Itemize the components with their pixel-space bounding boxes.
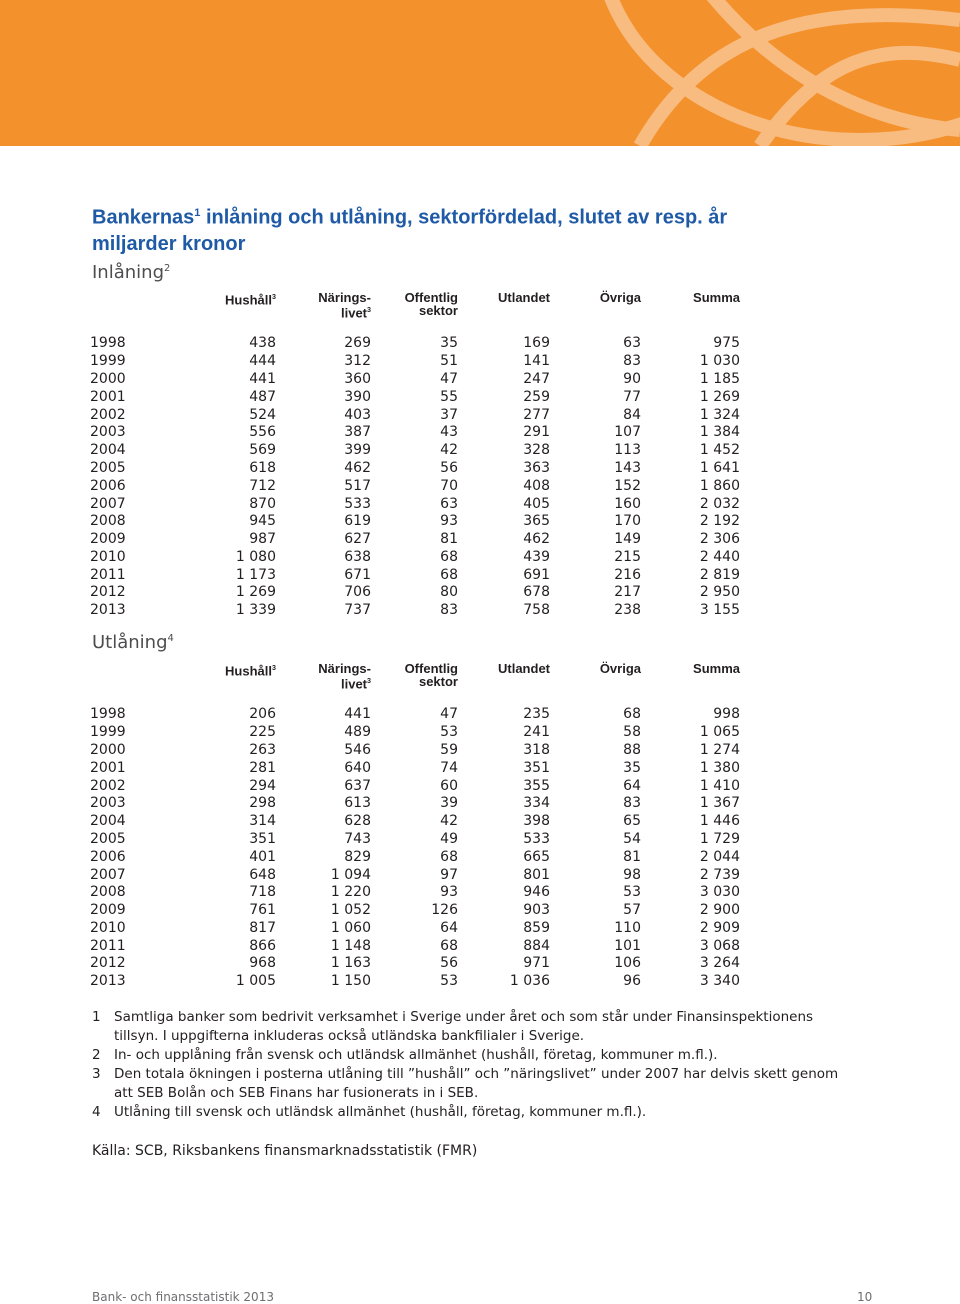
value-cell: 238 — [614, 602, 641, 619]
table-row — [90, 549, 740, 567]
value-cell: 3 068 — [699, 937, 740, 954]
value-cell: 263 — [249, 741, 276, 758]
table-header-row — [90, 291, 740, 335]
value-cell: 355 — [523, 777, 550, 794]
value-cell: 113 — [614, 442, 641, 459]
col-ovriga: Övriga — [599, 661, 641, 676]
table-row — [90, 920, 740, 938]
value-cell: 216 — [614, 566, 641, 583]
value-cell: 3 155 — [699, 602, 740, 619]
table-row — [90, 706, 740, 724]
value-cell: 235 — [523, 706, 550, 723]
value-cell: 971 — [523, 955, 550, 972]
value-cell: 405 — [523, 495, 550, 512]
value-cell: 533 — [523, 830, 550, 847]
value-cell: 281 — [249, 759, 276, 776]
year-cell: 2011 — [90, 566, 126, 583]
value-cell: 946 — [523, 884, 550, 901]
value-cell: 37 — [440, 406, 458, 423]
value-cell: 2 032 — [699, 495, 740, 512]
table-row — [90, 567, 740, 585]
value-cell: 462 — [344, 459, 371, 476]
table-row — [90, 867, 740, 885]
value-cell: 987 — [249, 531, 276, 548]
value-cell: 462 — [523, 531, 550, 548]
value-cell: 691 — [523, 566, 550, 583]
year-cell: 2006 — [90, 477, 126, 494]
year-cell: 2004 — [90, 442, 126, 459]
table-row — [90, 778, 740, 796]
year-cell: 1999 — [90, 724, 126, 741]
inlaning-body — [90, 335, 740, 620]
value-cell: 489 — [344, 724, 371, 741]
value-cell: 63 — [440, 495, 458, 512]
value-cell: 1 005 — [235, 973, 276, 990]
table-header-row — [90, 662, 740, 706]
col-naringslivet: Närings- livet$^3$ — [318, 290, 371, 321]
value-cell: 1 367 — [699, 795, 740, 812]
value-cell: 438 — [249, 335, 276, 352]
value-cell: 83 — [440, 602, 458, 619]
value-cell: 637 — [344, 777, 371, 794]
value-cell: 96 — [623, 973, 641, 990]
table-row — [90, 371, 740, 389]
value-cell: 1 185 — [699, 370, 740, 387]
value-cell: 648 — [249, 866, 276, 883]
value-cell: 298 — [249, 795, 276, 812]
year-cell: 2001 — [90, 759, 126, 776]
table-row — [90, 973, 740, 991]
value-cell: 1 274 — [699, 741, 740, 758]
value-cell: 968 — [249, 955, 276, 972]
value-cell: 68 — [623, 706, 641, 723]
footer-publication: Bank- och finansstatistik 2013 — [92, 1290, 274, 1304]
value-cell: 439 — [523, 548, 550, 565]
value-cell: 998 — [713, 706, 740, 723]
year-cell: 2010 — [90, 548, 126, 565]
value-cell: 866 — [249, 937, 276, 954]
value-cell: 63 — [623, 335, 641, 352]
year-cell: 2010 — [90, 919, 126, 936]
value-cell: 60 — [440, 777, 458, 794]
year-cell: 2008 — [90, 513, 126, 530]
value-cell: 628 — [344, 813, 371, 830]
value-cell: 97 — [440, 866, 458, 883]
value-cell: 54 — [623, 830, 641, 847]
utlaning-table — [90, 662, 740, 991]
value-cell: 524 — [249, 406, 276, 423]
table-row — [90, 335, 740, 353]
value-cell: 277 — [523, 406, 550, 423]
value-cell: 64 — [623, 777, 641, 794]
year-cell: 1998 — [90, 706, 126, 723]
col-offentlig: Offentlig sektor — [404, 290, 458, 318]
value-cell: 1 220 — [330, 884, 371, 901]
value-cell: 126 — [431, 902, 458, 919]
value-cell: 1 339 — [235, 602, 276, 619]
value-cell: 259 — [523, 388, 550, 405]
table-row — [90, 460, 740, 478]
table-row — [90, 353, 740, 371]
value-cell: 59 — [440, 741, 458, 758]
value-cell: 638 — [344, 548, 371, 565]
value-cell: 859 — [523, 919, 550, 936]
value-cell: 269 — [344, 335, 371, 352]
value-cell: 1 065 — [699, 724, 740, 741]
value-cell: 1 269 — [699, 388, 740, 405]
value-cell: 101 — [614, 937, 641, 954]
value-cell: 1 052 — [330, 902, 371, 919]
value-cell: 1 729 — [699, 830, 740, 847]
value-cell: 83 — [623, 795, 641, 812]
value-cell: 3 264 — [699, 955, 740, 972]
value-cell: 387 — [344, 424, 371, 441]
value-cell: 1 452 — [699, 442, 740, 459]
footnote: 3 Den totala ökningen i posterna utlåning till ”hushåll” och ”näringslivet” under 2007 har delvis skett genom att SEB Bolån och SEB Finans har fusionerats in i SEB. — [92, 1066, 839, 1101]
year-cell: 2013 — [90, 602, 126, 619]
col-naringslivet: Närings- livet$^3$ — [318, 661, 371, 692]
value-cell: 291 — [523, 424, 550, 441]
page-title: Bankernas$^1$ inlåning och utlåning, sektorfördelad, slutet av resp. år miljarder kronor — [92, 206, 728, 255]
value-cell: 640 — [344, 759, 371, 776]
value-cell: 160 — [614, 495, 641, 512]
table-row — [90, 760, 740, 778]
year-cell: 2012 — [90, 955, 126, 972]
value-cell: 169 — [523, 335, 550, 352]
year-cell: 2005 — [90, 830, 126, 847]
value-cell: 225 — [249, 724, 276, 741]
table-row — [90, 602, 740, 620]
value-cell: 618 — [249, 459, 276, 476]
year-cell: 1999 — [90, 353, 126, 370]
value-cell: 47 — [440, 706, 458, 723]
value-cell: 110 — [614, 919, 641, 936]
globe-decoration — [0, 0, 960, 146]
value-cell: 334 — [523, 795, 550, 812]
year-cell: 2012 — [90, 584, 126, 601]
table-row — [90, 389, 740, 407]
value-cell: 64 — [440, 919, 458, 936]
source-note: Källa: SCB, Riksbankens finansmarknadsstatistik (FMR) — [92, 1143, 478, 1159]
value-cell: 351 — [249, 830, 276, 847]
year-cell: 2009 — [90, 902, 126, 919]
year-cell: 2003 — [90, 795, 126, 812]
value-cell: 68 — [440, 848, 458, 865]
value-cell: 68 — [440, 937, 458, 954]
footnotes — [92, 1008, 852, 1122]
table-row — [90, 831, 740, 849]
value-cell: 328 — [523, 442, 550, 459]
value-cell: 2 440 — [699, 548, 740, 565]
value-cell: 241 — [523, 724, 550, 741]
value-cell: 93 — [440, 513, 458, 530]
value-cell: 975 — [713, 335, 740, 352]
value-cell: 743 — [344, 830, 371, 847]
value-cell: 546 — [344, 741, 371, 758]
value-cell: 98 — [623, 866, 641, 883]
value-cell: 569 — [249, 442, 276, 459]
value-cell: 403 — [344, 406, 371, 423]
year-cell: 2006 — [90, 848, 126, 865]
value-cell: 93 — [440, 884, 458, 901]
year-cell: 2002 — [90, 777, 126, 794]
value-cell: 80 — [440, 584, 458, 601]
value-cell: 884 — [523, 937, 550, 954]
value-cell: 441 — [249, 370, 276, 387]
value-cell: 678 — [523, 584, 550, 601]
value-cell: 360 — [344, 370, 371, 387]
year-cell: 2013 — [90, 973, 126, 990]
value-cell: 441 — [344, 706, 371, 723]
value-cell: 68 — [440, 548, 458, 565]
year-cell: 2007 — [90, 866, 126, 883]
value-cell: 152 — [614, 477, 641, 494]
value-cell: 408 — [523, 477, 550, 494]
year-cell: 2000 — [90, 741, 126, 758]
value-cell: 53 — [440, 724, 458, 741]
value-cell: 706 — [344, 584, 371, 601]
inlaning-table — [90, 291, 740, 620]
value-cell: 3 340 — [699, 973, 740, 990]
value-cell: 47 — [440, 370, 458, 387]
value-cell: 294 — [249, 777, 276, 794]
value-cell: 2 819 — [699, 566, 740, 583]
section-inlaning-heading: Inlåning$^2$ — [92, 262, 171, 283]
value-cell: 712 — [249, 477, 276, 494]
value-cell: 399 — [344, 442, 371, 459]
table-row — [90, 531, 740, 549]
table-row — [90, 584, 740, 602]
year-cell: 2000 — [90, 370, 126, 387]
value-cell: 444 — [249, 353, 276, 370]
value-cell: 318 — [523, 741, 550, 758]
value-cell: 1 060 — [330, 919, 371, 936]
table-row — [90, 902, 740, 920]
value-cell: 671 — [344, 566, 371, 583]
table-row — [90, 724, 740, 742]
table-row — [90, 424, 740, 442]
value-cell: 1 150 — [330, 973, 371, 990]
year-cell: 2011 — [90, 937, 126, 954]
value-cell: 1 163 — [330, 955, 371, 972]
value-cell: 533 — [344, 495, 371, 512]
year-cell: 2005 — [90, 459, 126, 476]
value-cell: 49 — [440, 830, 458, 847]
value-cell: 312 — [344, 353, 371, 370]
table-row — [90, 849, 740, 867]
value-cell: 737 — [344, 602, 371, 619]
year-cell: 2004 — [90, 813, 126, 830]
value-cell: 141 — [523, 353, 550, 370]
value-cell: 1 446 — [699, 813, 740, 830]
value-cell: 619 — [344, 513, 371, 530]
value-cell: 81 — [440, 531, 458, 548]
year-cell: 2009 — [90, 531, 126, 548]
value-cell: 365 — [523, 513, 550, 530]
value-cell: 42 — [440, 442, 458, 459]
utlaning-body — [90, 706, 740, 991]
value-cell: 1 148 — [330, 937, 371, 954]
value-cell: 1 269 — [235, 584, 276, 601]
table-row — [90, 955, 740, 973]
col-offentlig: Offentlig sektor — [404, 661, 458, 689]
col-utlandet: Utlandet — [498, 290, 550, 305]
value-cell: 206 — [249, 706, 276, 723]
value-cell: 2 900 — [699, 902, 740, 919]
value-cell: 627 — [344, 531, 371, 548]
value-cell: 1 036 — [509, 973, 550, 990]
footnote: 1 Samtliga banker som bedrivit verksamhet i Sverige under året och som står under Finansinspektionens tillsyn. I uppgifterna inkluderas också utländska bankfilialer i Sverige. — [92, 1009, 814, 1044]
value-cell: 39 — [440, 795, 458, 812]
value-cell: 829 — [344, 848, 371, 865]
value-cell: 77 — [623, 388, 641, 405]
value-cell: 1 173 — [235, 566, 276, 583]
value-cell: 817 — [249, 919, 276, 936]
col-utlandet: Utlandet — [498, 661, 550, 676]
col-ovriga: Övriga — [599, 290, 641, 305]
value-cell: 1 410 — [699, 777, 740, 794]
value-cell: 88 — [623, 741, 641, 758]
table-row — [90, 938, 740, 956]
year-cell: 2008 — [90, 884, 126, 901]
value-cell: 1 384 — [699, 424, 740, 441]
value-cell: 401 — [249, 848, 276, 865]
col-hushall: Hushåll$^3$ — [225, 292, 276, 308]
table-row — [90, 478, 740, 496]
value-cell: 42 — [440, 813, 458, 830]
value-cell: 1 324 — [699, 406, 740, 423]
value-cell: 53 — [623, 884, 641, 901]
table-row — [90, 407, 740, 425]
value-cell: 945 — [249, 513, 276, 530]
value-cell: 53 — [440, 973, 458, 990]
value-cell: 74 — [440, 759, 458, 776]
header-banner — [0, 0, 960, 146]
col-summa: Summa — [693, 290, 740, 305]
value-cell: 2 044 — [699, 848, 740, 865]
value-cell: 58 — [623, 724, 641, 741]
year-cell: 2007 — [90, 495, 126, 512]
value-cell: 1 860 — [699, 477, 740, 494]
value-cell: 314 — [249, 813, 276, 830]
value-cell: 761 — [249, 902, 276, 919]
value-cell: 517 — [344, 477, 371, 494]
year-cell: 1998 — [90, 335, 126, 352]
value-cell: 56 — [440, 955, 458, 972]
value-cell: 351 — [523, 759, 550, 776]
table-row — [90, 496, 740, 514]
value-cell: 81 — [623, 848, 641, 865]
value-cell: 398 — [523, 813, 550, 830]
col-hushall: Hushåll$^3$ — [225, 663, 276, 679]
value-cell: 83 — [623, 353, 641, 370]
value-cell: 43 — [440, 424, 458, 441]
value-cell: 363 — [523, 459, 550, 476]
value-cell: 870 — [249, 495, 276, 512]
value-cell: 107 — [614, 424, 641, 441]
value-cell: 665 — [523, 848, 550, 865]
value-cell: 106 — [614, 955, 641, 972]
value-cell: 2 739 — [699, 866, 740, 883]
value-cell: 758 — [523, 602, 550, 619]
table-row — [90, 742, 740, 760]
value-cell: 56 — [440, 459, 458, 476]
year-cell: 2003 — [90, 424, 126, 441]
table-row — [90, 513, 740, 531]
page-number: 10 — [857, 1290, 873, 1304]
value-cell: 2 909 — [699, 919, 740, 936]
value-cell: 801 — [523, 866, 550, 883]
value-cell: 215 — [614, 548, 641, 565]
value-cell: 149 — [614, 531, 641, 548]
value-cell: 217 — [614, 584, 641, 601]
value-cell: 487 — [249, 388, 276, 405]
table-row — [90, 795, 740, 813]
value-cell: 70 — [440, 477, 458, 494]
year-cell: 2002 — [90, 406, 126, 423]
value-cell: 1 030 — [699, 353, 740, 370]
value-cell: 1 080 — [235, 548, 276, 565]
table-row — [90, 884, 740, 902]
year-cell: 2001 — [90, 388, 126, 405]
section-utlaning-heading: Utlåning$^4$ — [92, 632, 174, 653]
table-row — [90, 442, 740, 460]
value-cell: 57 — [623, 902, 641, 919]
value-cell: 35 — [440, 335, 458, 352]
value-cell: 90 — [623, 370, 641, 387]
value-cell: 55 — [440, 388, 458, 405]
value-cell: 718 — [249, 884, 276, 901]
value-cell: 613 — [344, 795, 371, 812]
value-cell: 2 192 — [699, 513, 740, 530]
value-cell: 35 — [623, 759, 641, 776]
value-cell: 1 380 — [699, 759, 740, 776]
value-cell: 143 — [614, 459, 641, 476]
value-cell: 51 — [440, 353, 458, 370]
table-row — [90, 813, 740, 831]
value-cell: 556 — [249, 424, 276, 441]
value-cell: 1 094 — [330, 866, 371, 883]
value-cell: 170 — [614, 513, 641, 530]
value-cell: 247 — [523, 370, 550, 387]
value-cell: 1 641 — [699, 459, 740, 476]
footnote: 2 In- och upplåning från svensk och utländsk allmänhet (hushåll, företag, kommuner m.fl.). — [92, 1047, 718, 1063]
value-cell: 65 — [623, 813, 641, 830]
value-cell: 390 — [344, 388, 371, 405]
col-summa: Summa — [693, 661, 740, 676]
value-cell: 84 — [623, 406, 641, 423]
value-cell: 903 — [523, 902, 550, 919]
value-cell: 68 — [440, 566, 458, 583]
footnote: 4 Utlåning till svensk och utländsk allmänhet (hushåll, företag, kommuner m.fl.). — [92, 1104, 647, 1120]
value-cell: 3 030 — [699, 884, 740, 901]
value-cell: 2 306 — [699, 531, 740, 548]
value-cell: 2 950 — [699, 584, 740, 601]
